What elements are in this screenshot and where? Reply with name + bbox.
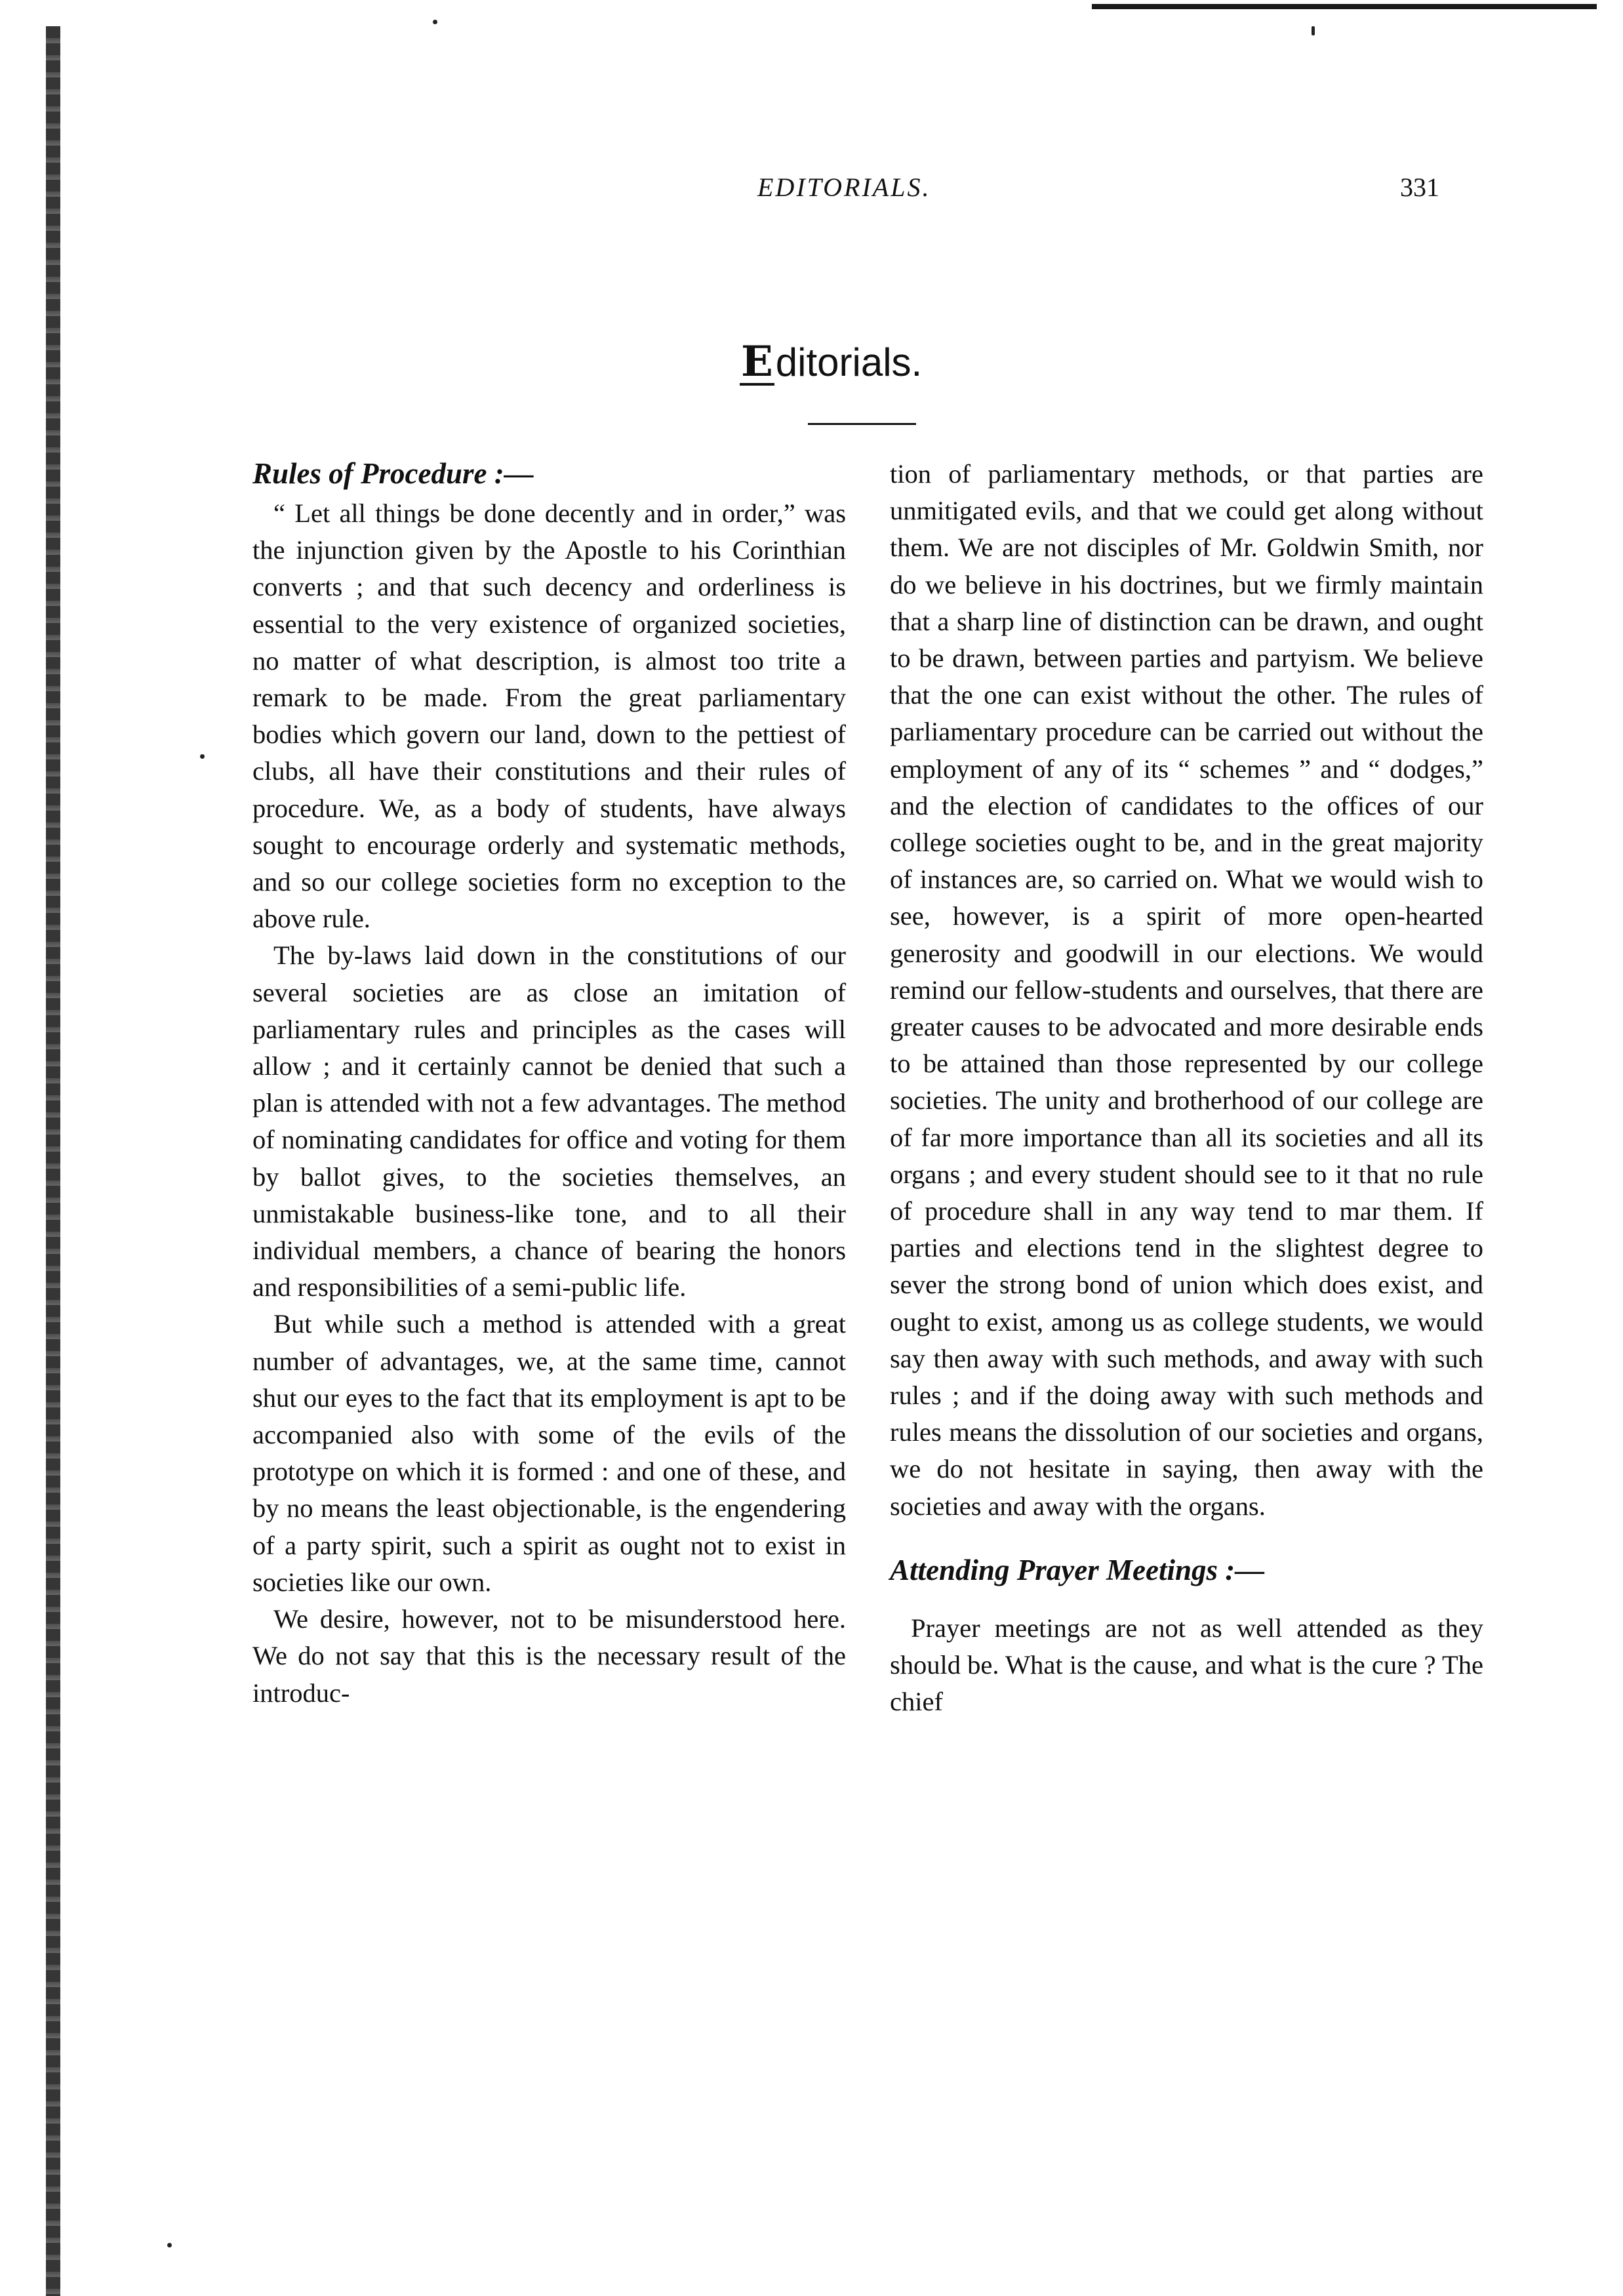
masthead-rule	[808, 423, 916, 425]
right-column	[890, 456, 1483, 1721]
scan-speck	[200, 754, 205, 759]
paragraph: “ Let all things be done decently and in order,” was the injunction given by the Apostle to his Corinthian converts ; and that such decency and orderliness is essential to the very existence of organized societies, no matter of what description, is almost too trite a remark to be made. From the great parliamentary bodies which govern our land, down to the pettiest of clubs, all have their constitutions and their rules of procedure. We, as a body of students, have always sought to encourage orderly and systematic methods, and so our college societies form no exception to the above rule.	[252, 498, 846, 934]
scan-speck	[433, 20, 437, 24]
paragraph-continuation: tion of parliamentary methods, or that parties are unmitigated evils, and that we could get along without them. We are not disciples of Mr. Goldwin Smith, nor do we believe in his doctrines, but we firmly maintain that a sharp line of distinction can be drawn, and ought to be drawn, between parties and partyism. We believe that the one can exist without the other. The rules of parliamentary procedure can be carried out without the employment of any of its “ schemes ” and “ dodges,” and the election of candidates to the offices of our college societies ought to be, and in the great majority of instances are, so carried on. What we would wish to see, however, is a spirit of more open-hearted generosity and goodwill in our elections. We would remind our fellow-students and ourselves, that there are greater causes to be advocated and more desirable ends to be attained than those represented by our college societies. The unity and brotherhood of our college are of far more importance than all its societies and all its organs ; and every student should see to it that no rule of procedure shall in any way tend to mar them. If parties and elections tend in the slightest degree to sever the strong bond of union which does exist, and ought to exist, among us as college students, we would say then away with such methods, and away with such rules ; and if the doing away with such methods and rules means the dissolution of our societies and organs, we do not hesitate in saying, then away with the societies and away with the organs.	[890, 459, 1483, 1521]
running-head: EDITORIALS.	[757, 172, 931, 202]
paragraph: We desire, however, not to be misunderstood here. We do not say that this is the necessary result of the introduc-	[252, 1604, 846, 1708]
top-edge-rule	[1092, 4, 1597, 9]
scan-speck	[167, 2243, 172, 2247]
masthead-initial: E	[741, 337, 773, 386]
scan-speck	[1312, 26, 1315, 35]
page-number: 331	[1400, 172, 1439, 202]
left-column	[252, 456, 846, 1712]
paragraph: Prayer meetings are not as well attended as they should be. What is the cause, and what is the cure ? The chief	[890, 1613, 1483, 1717]
masthead-title	[740, 337, 1002, 386]
section-heading: Rules of Procedure :—	[252, 457, 534, 490]
paragraph: The by-laws laid down in the constitutions of our several societies are as close an imitation of parliamentary rules and principles as the cases will allow ; and it certainly cannot be denied that such a plan is attended with not a few advantages. The method of nominating candidates for office and voting for them by ballot gives, to the societies themselves, an unmistakable business-like tone, and to all their individual members, a chance of bearing the honors and responsibilities of a semi-public life.	[252, 940, 846, 1302]
masthead-rest: ditorials.	[775, 340, 923, 384]
paragraph: But while such a method is attended with a great number of advantages, we, at the same time, cannot shut our eyes to the fact that its employment is apt to be accompanied also with some of the evils of the prototype on which it is formed : and one of these, and by no means the least objectionable, is the engendering of a party spirit, such a spirit as ought not to exist in societies like our own.	[252, 1309, 846, 1597]
section-heading: Attending Prayer Meetings :—	[890, 1553, 1265, 1586]
binding-edge	[46, 26, 60, 2296]
